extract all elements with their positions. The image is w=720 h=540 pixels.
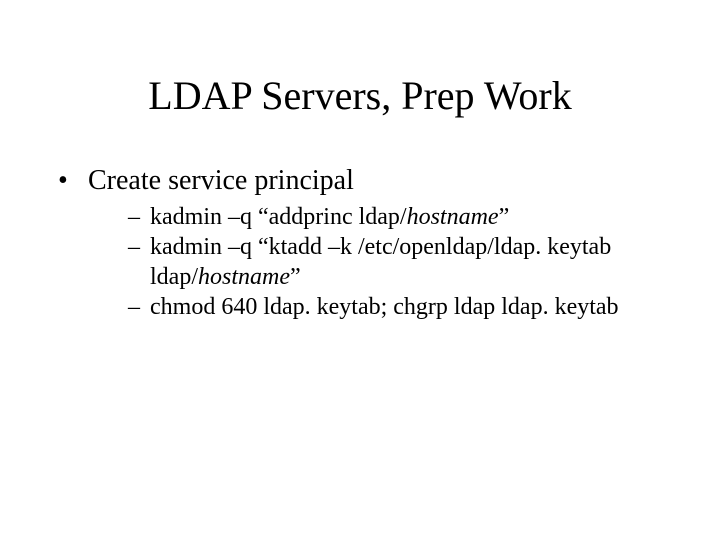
sub-bullet-list	[88, 202, 698, 322]
slide-title: LDAP Servers, Prep Work	[148, 73, 572, 118]
sub-bullet-text: chmod 640 ldap. keytab; chgrp ldap ldap. keytab	[150, 294, 619, 320]
sub-bullet-text-italic: hostname	[406, 204, 499, 230]
sub-bullet-text-line2-pre: ldap/	[150, 264, 198, 290]
sub-bullet-marker: –	[128, 204, 140, 230]
sub-bullet-text-post: ”	[498, 204, 510, 230]
bullet-item	[58, 164, 698, 322]
sub-bullet-marker: –	[128, 234, 140, 260]
bullet-text: Create service principal	[88, 165, 354, 196]
sub-bullet-text-pre: kadmin –q “addprinc ldap/	[150, 204, 407, 230]
sub-bullet-marker: –	[128, 294, 140, 320]
sub-bullet-item	[88, 202, 698, 232]
bullet-list	[58, 164, 698, 322]
bullet-marker: •	[58, 165, 68, 196]
sub-bullet-text-line2-italic: hostname	[198, 264, 290, 290]
sub-bullet-item	[88, 292, 698, 322]
sub-bullet-text-line1: kadmin –q “ktadd –k /etc/openldap/ldap. keytab	[150, 234, 612, 260]
sub-bullet-item	[88, 232, 698, 292]
sub-bullet-text-line2-post: ”	[290, 264, 301, 290]
